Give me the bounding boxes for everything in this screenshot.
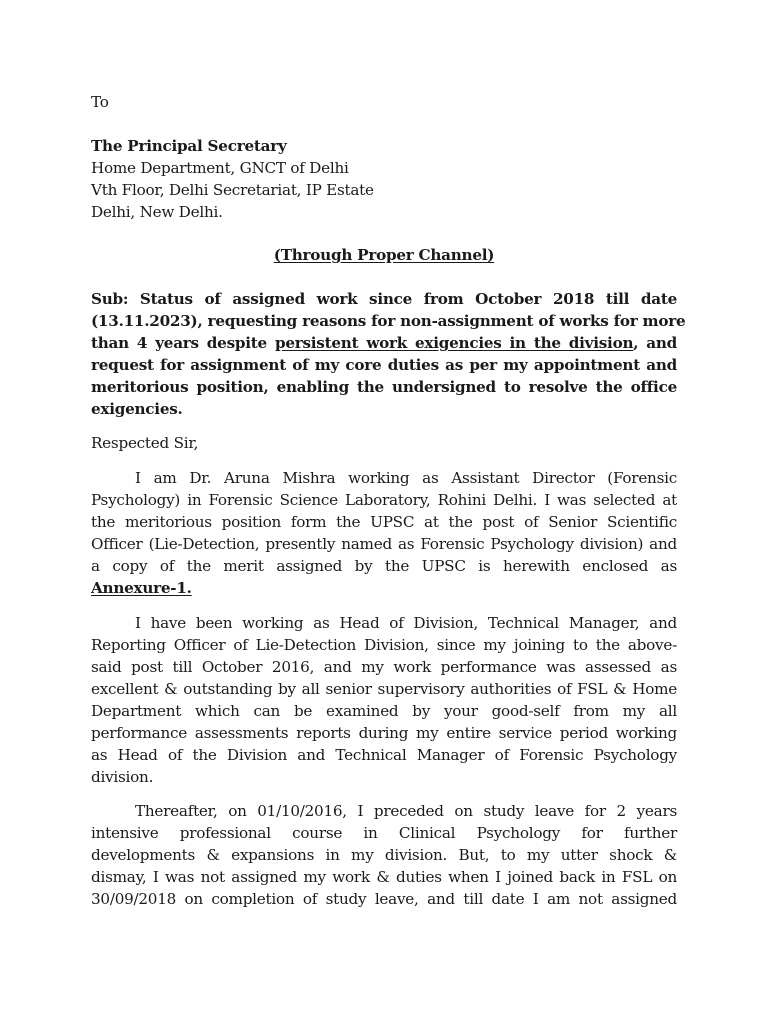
paragraph-line: dismay, I was not assigned my work & duties when I joined back in FSL on (91, 868, 677, 886)
subject-line (91, 332, 677, 354)
annexure-reference: Annexure-1. (91, 579, 192, 597)
paragraph-line: said post till October 2016, and my work performance was assessed as (91, 658, 677, 676)
greeting: Respected Sir, (91, 434, 199, 452)
recipient-line: Delhi, New Delhi. (91, 203, 223, 221)
to-line: To (91, 93, 109, 111)
subject-line: request for assignment of my core duties as per my appointment and (91, 356, 677, 374)
channel-note: (Through Proper Channel) (273, 246, 495, 264)
recipient-line: Vth Floor, Delhi Secretariat, IP Estate (91, 181, 374, 199)
paragraph-line: Officer (Lie-Detection, presently named as Forensic Psychology division) and (91, 535, 677, 553)
paragraph-line: Psychology) in Forensic Science Laboratory, Rohini Delhi. I was selected at (91, 491, 677, 509)
subject-text: , and (633, 334, 678, 352)
paragraph-line: a copy of the merit assigned by the UPSC is herewith enclosed as (91, 557, 677, 575)
paragraph-line: 30/09/2018 on completion of study leave, and till date I am not assigned (91, 890, 677, 908)
subject-text: than 4 years despite (91, 334, 267, 352)
paragraph-line: Department which can be examined by your good-self from my all (91, 702, 677, 720)
subject-line: exigencies. (91, 400, 183, 418)
paragraph-line: developments & expansions in my division. But, to my utter shock & (91, 846, 677, 864)
paragraph-line: I am Dr. Aruna Mishra working as Assistant Director (Forensic (135, 469, 677, 487)
paragraph-line: excellent & outstanding by all senior supervisory authorities of FSL & Home (91, 680, 677, 698)
recipient-line: Home Department, GNCT of Delhi (91, 159, 349, 177)
recipient-title: The Principal Secretary (91, 137, 287, 155)
subject-emphasis: persistent work exigencies in the division (274, 334, 634, 352)
paragraph-line: the meritorious position form the UPSC at the post of Senior Scientific (91, 513, 677, 531)
paragraph-line: Thereafter, on 01/10/2016, I preceded on study leave for 2 years (135, 802, 677, 820)
paragraph-line: Reporting Officer of Lie-Detection Division, since my joining to the above- (91, 636, 677, 654)
paragraph-line: intensive professional course in Clinical Psychology for further (91, 824, 677, 842)
subject-line: (13.11.2023), requesting reasons for non-assignment of works for more (91, 312, 686, 330)
subject-line: Sub: Status of assigned work since from October 2018 till date (91, 290, 677, 308)
paragraph-line: division. (91, 768, 154, 786)
paragraph-line: I have been working as Head of Division, Technical Manager, and (135, 614, 677, 632)
paragraph-line: as Head of the Division and Technical Manager of Forensic Psychology (91, 746, 677, 764)
paragraph-line: performance assessments reports during my entire service period working (91, 724, 677, 742)
subject-line: meritorious position, enabling the undersigned to resolve the office (91, 378, 677, 396)
